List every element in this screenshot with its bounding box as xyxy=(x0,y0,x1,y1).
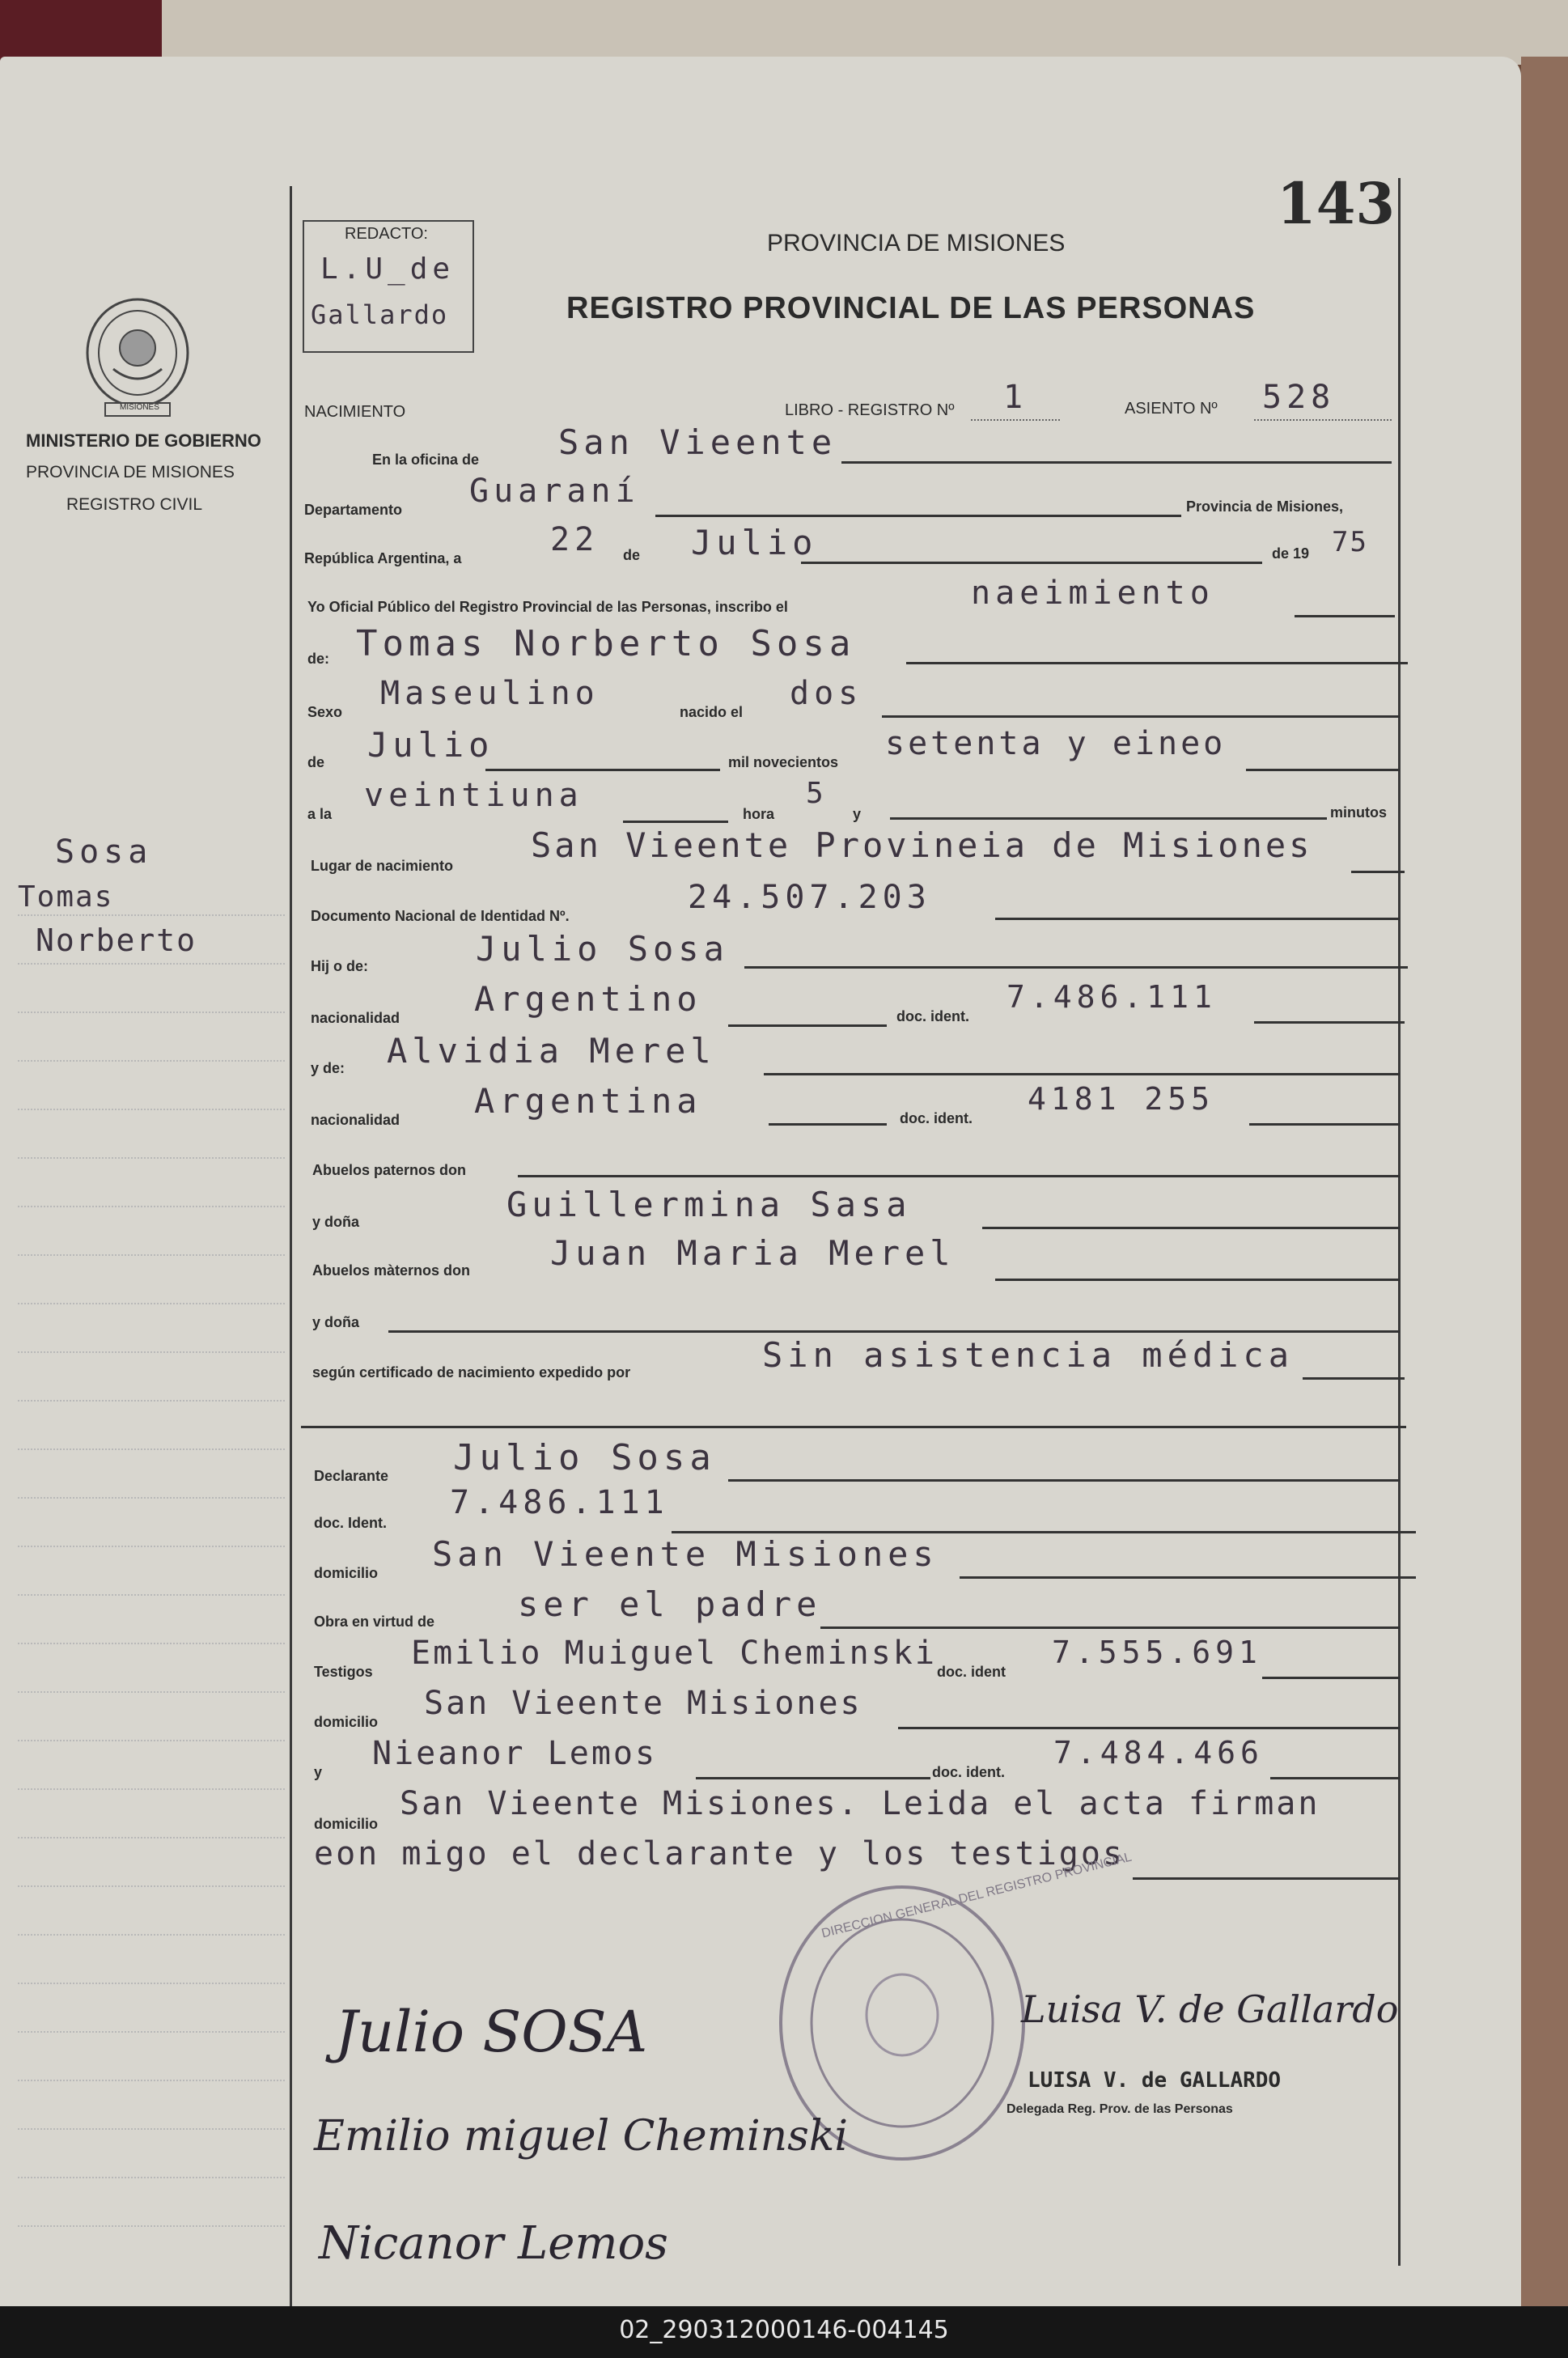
de-nombre-label: de: xyxy=(307,651,329,667)
hora-label: hora xyxy=(743,806,775,822)
obra-value: ser el padre xyxy=(518,1584,822,1624)
milnov-label: mil novecientos xyxy=(728,754,839,770)
asiento-label: ASIENTO Nº xyxy=(1125,400,1218,418)
testigo2-domicilio-label: domicilio xyxy=(314,1816,379,1832)
margin-firstname: Tomas xyxy=(18,880,114,914)
y-dona2-label: y doña xyxy=(312,1314,360,1330)
domicilio-label: domicilio xyxy=(314,1565,379,1581)
doc2-label: doc. ident. xyxy=(900,1110,973,1126)
left-frame-line xyxy=(290,186,292,2306)
page-number: 143 xyxy=(1277,170,1396,237)
testigo1-doc-label: doc. ident xyxy=(937,1664,1006,1680)
oficina-value: San Vieente xyxy=(558,422,837,462)
doc-ident-value: 7.486.111 xyxy=(450,1484,669,1521)
declarante-label: Declarante xyxy=(314,1468,389,1484)
mes-nac-value: Julio xyxy=(367,725,494,765)
ministry-line2: PROVINCIA DE MISIONES xyxy=(26,463,235,481)
stamp-text: DIRECCION GENERAL DEL REGISTRO PROVINCIAL xyxy=(820,1850,1134,1941)
de2-label: de xyxy=(307,754,325,770)
testigo1-doc-value: 7.555.691 xyxy=(1052,1635,1262,1670)
y-label: y xyxy=(853,806,862,822)
hora-value: veintiuna xyxy=(364,777,583,814)
y-de-label: y de: xyxy=(311,1060,345,1076)
abuelos-paternos-label: Abuelos paternos don xyxy=(312,1162,467,1178)
doc1-value: 7.486.111 xyxy=(1006,979,1217,1015)
signature-testigo2: Nicanor Lemos xyxy=(319,2217,668,2270)
abuelos-maternos-value: Juan Maria Merel xyxy=(550,1233,956,1273)
certificado-value: Sin asistencia médica xyxy=(762,1335,1295,1375)
anio-nac-value: setenta y eineo xyxy=(885,725,1227,762)
libro-label: LIBRO - REGISTRO Nº xyxy=(785,401,955,419)
departamento-label: Departamento xyxy=(304,502,403,518)
min-value: 5 xyxy=(806,777,828,810)
certificado-label: según certificado de nacimiento expedido por xyxy=(312,1364,631,1380)
ministry-line3: REGISTRO CIVIL xyxy=(66,495,203,514)
right-frame-line xyxy=(1398,178,1401,2266)
nacionalidad1-value: Argentino xyxy=(474,979,702,1019)
nacido-label: nacido el xyxy=(680,704,744,720)
libro-value: 1 xyxy=(1003,379,1028,416)
province-heading: PROVINCIA DE MISIONES xyxy=(767,230,1066,257)
departamento-value: Guaraní xyxy=(469,473,640,510)
redacto-label: REDACTO: xyxy=(345,225,428,243)
nacido-value: dos xyxy=(790,675,863,712)
document-page xyxy=(0,57,1521,2306)
asiento-value: 528 xyxy=(1262,379,1336,416)
anio-value: 75 xyxy=(1332,526,1368,558)
dni-label: Documento Nacional de Identidad Nº. xyxy=(311,908,570,924)
coat-of-arms-seal xyxy=(81,291,194,421)
provincia-label: Provincia de Misiones, xyxy=(1186,498,1344,515)
section-divider xyxy=(301,1426,1406,1428)
nombre-value: Tomas Norberto Sosa xyxy=(356,623,856,664)
dni-value: 24.507.203 xyxy=(688,879,931,916)
record-type: NACIMIENTO xyxy=(304,403,406,421)
oficina-label: En la oficina de xyxy=(372,452,480,468)
testigos-label: Testigos xyxy=(314,1664,373,1680)
y-testigo2-label: y xyxy=(314,1764,323,1780)
background-top xyxy=(0,0,1568,65)
doc2-value: 4181 255 xyxy=(1028,1081,1215,1117)
doc1-label: doc. ident. xyxy=(896,1008,969,1024)
y-dona1-label: y doña xyxy=(312,1214,360,1230)
testigo2-doc-label: doc. ident. xyxy=(932,1764,1005,1780)
testigo1-value: Emilio Muiguel Cheminski xyxy=(411,1635,937,1672)
redacto-line1: L.U_de xyxy=(320,252,456,286)
madre-value: Alvidia Merel xyxy=(387,1031,716,1071)
republica-label: República Argentina, a xyxy=(304,550,462,566)
nacionalidad2-value: Argentina xyxy=(474,1081,702,1121)
testigo2-domicilio-value: San Vieente Misiones. Leida el acta firman xyxy=(400,1785,1320,1822)
minutos-label: minutos xyxy=(1330,804,1387,821)
de-label: de xyxy=(623,547,641,563)
doc-ident-label: doc. Ident. xyxy=(314,1515,387,1531)
closing-text: eon migo el declarante y los testigos xyxy=(314,1835,1125,1872)
domicilio-value: San Vieente Misiones xyxy=(432,1534,939,1574)
hijo-label: Hij o de: xyxy=(311,958,368,974)
sexo-value: Maseulino xyxy=(380,675,600,712)
dia-value: 22 xyxy=(550,521,600,558)
book-edge-shadow xyxy=(1521,57,1568,2306)
signature-declarante: Julio SOSA xyxy=(335,1999,648,2065)
nacionalidad1-label: nacionalidad xyxy=(311,1010,400,1026)
sexo-label: Sexo xyxy=(307,704,343,720)
redacto-box xyxy=(303,220,474,353)
lugar-label: Lugar de nacimiento xyxy=(311,858,454,874)
a-la-label: a la xyxy=(307,806,333,822)
testigo1-domicilio-label: domicilio xyxy=(314,1714,379,1730)
signature-official: Luisa V. de Gallardo xyxy=(1021,1987,1399,2031)
obra-label: Obra en virtud de xyxy=(314,1614,435,1630)
mes-value: Julio xyxy=(691,523,818,562)
oficial-label: Yo Oficial Público del Registro Provincial de las Personas, inscribo el xyxy=(307,599,788,615)
padre-value: Julio Sosa xyxy=(476,929,729,969)
abuela-paterna-value: Guillermina Sasa xyxy=(506,1185,912,1224)
official-name: LUISA V. de GALLARDO xyxy=(1028,2068,1282,2093)
abuelos-maternos-label: Abuelos màternos don xyxy=(312,1262,471,1279)
redacto-line2: Gallardo xyxy=(311,299,449,330)
testigo1-domicilio-value: San Vieente Misiones xyxy=(424,1685,862,1722)
inscribo-value: naeimiento xyxy=(971,575,1214,612)
signature-testigo1: Emilio miguel Cheminski xyxy=(314,2112,848,2161)
lugar-value: San Vieente Provineia de Misiones xyxy=(531,825,1313,865)
margin-middlename: Norberto xyxy=(36,922,197,958)
testigo2-value: Nieanor Lemos xyxy=(372,1735,658,1772)
testigo2-doc-value: 7.484.466 xyxy=(1053,1735,1264,1771)
registry-title: REGISTRO PROVINCIAL DE LAS PERSONAS xyxy=(566,291,1256,325)
ministry-line1: MINISTERIO DE GOBIERNO xyxy=(26,430,261,451)
declarante-value: Julio Sosa xyxy=(453,1437,716,1478)
seal-text: MISIONES xyxy=(120,403,159,412)
de19-label: de 19 xyxy=(1272,545,1310,562)
image-caption: 02_290312000146-004145 xyxy=(619,2316,949,2344)
nacionalidad2-label: nacionalidad xyxy=(311,1112,400,1128)
margin-surname: Sosa xyxy=(55,833,153,871)
official-title: Delegada Reg. Prov. de las Personas xyxy=(1006,2102,1233,2116)
